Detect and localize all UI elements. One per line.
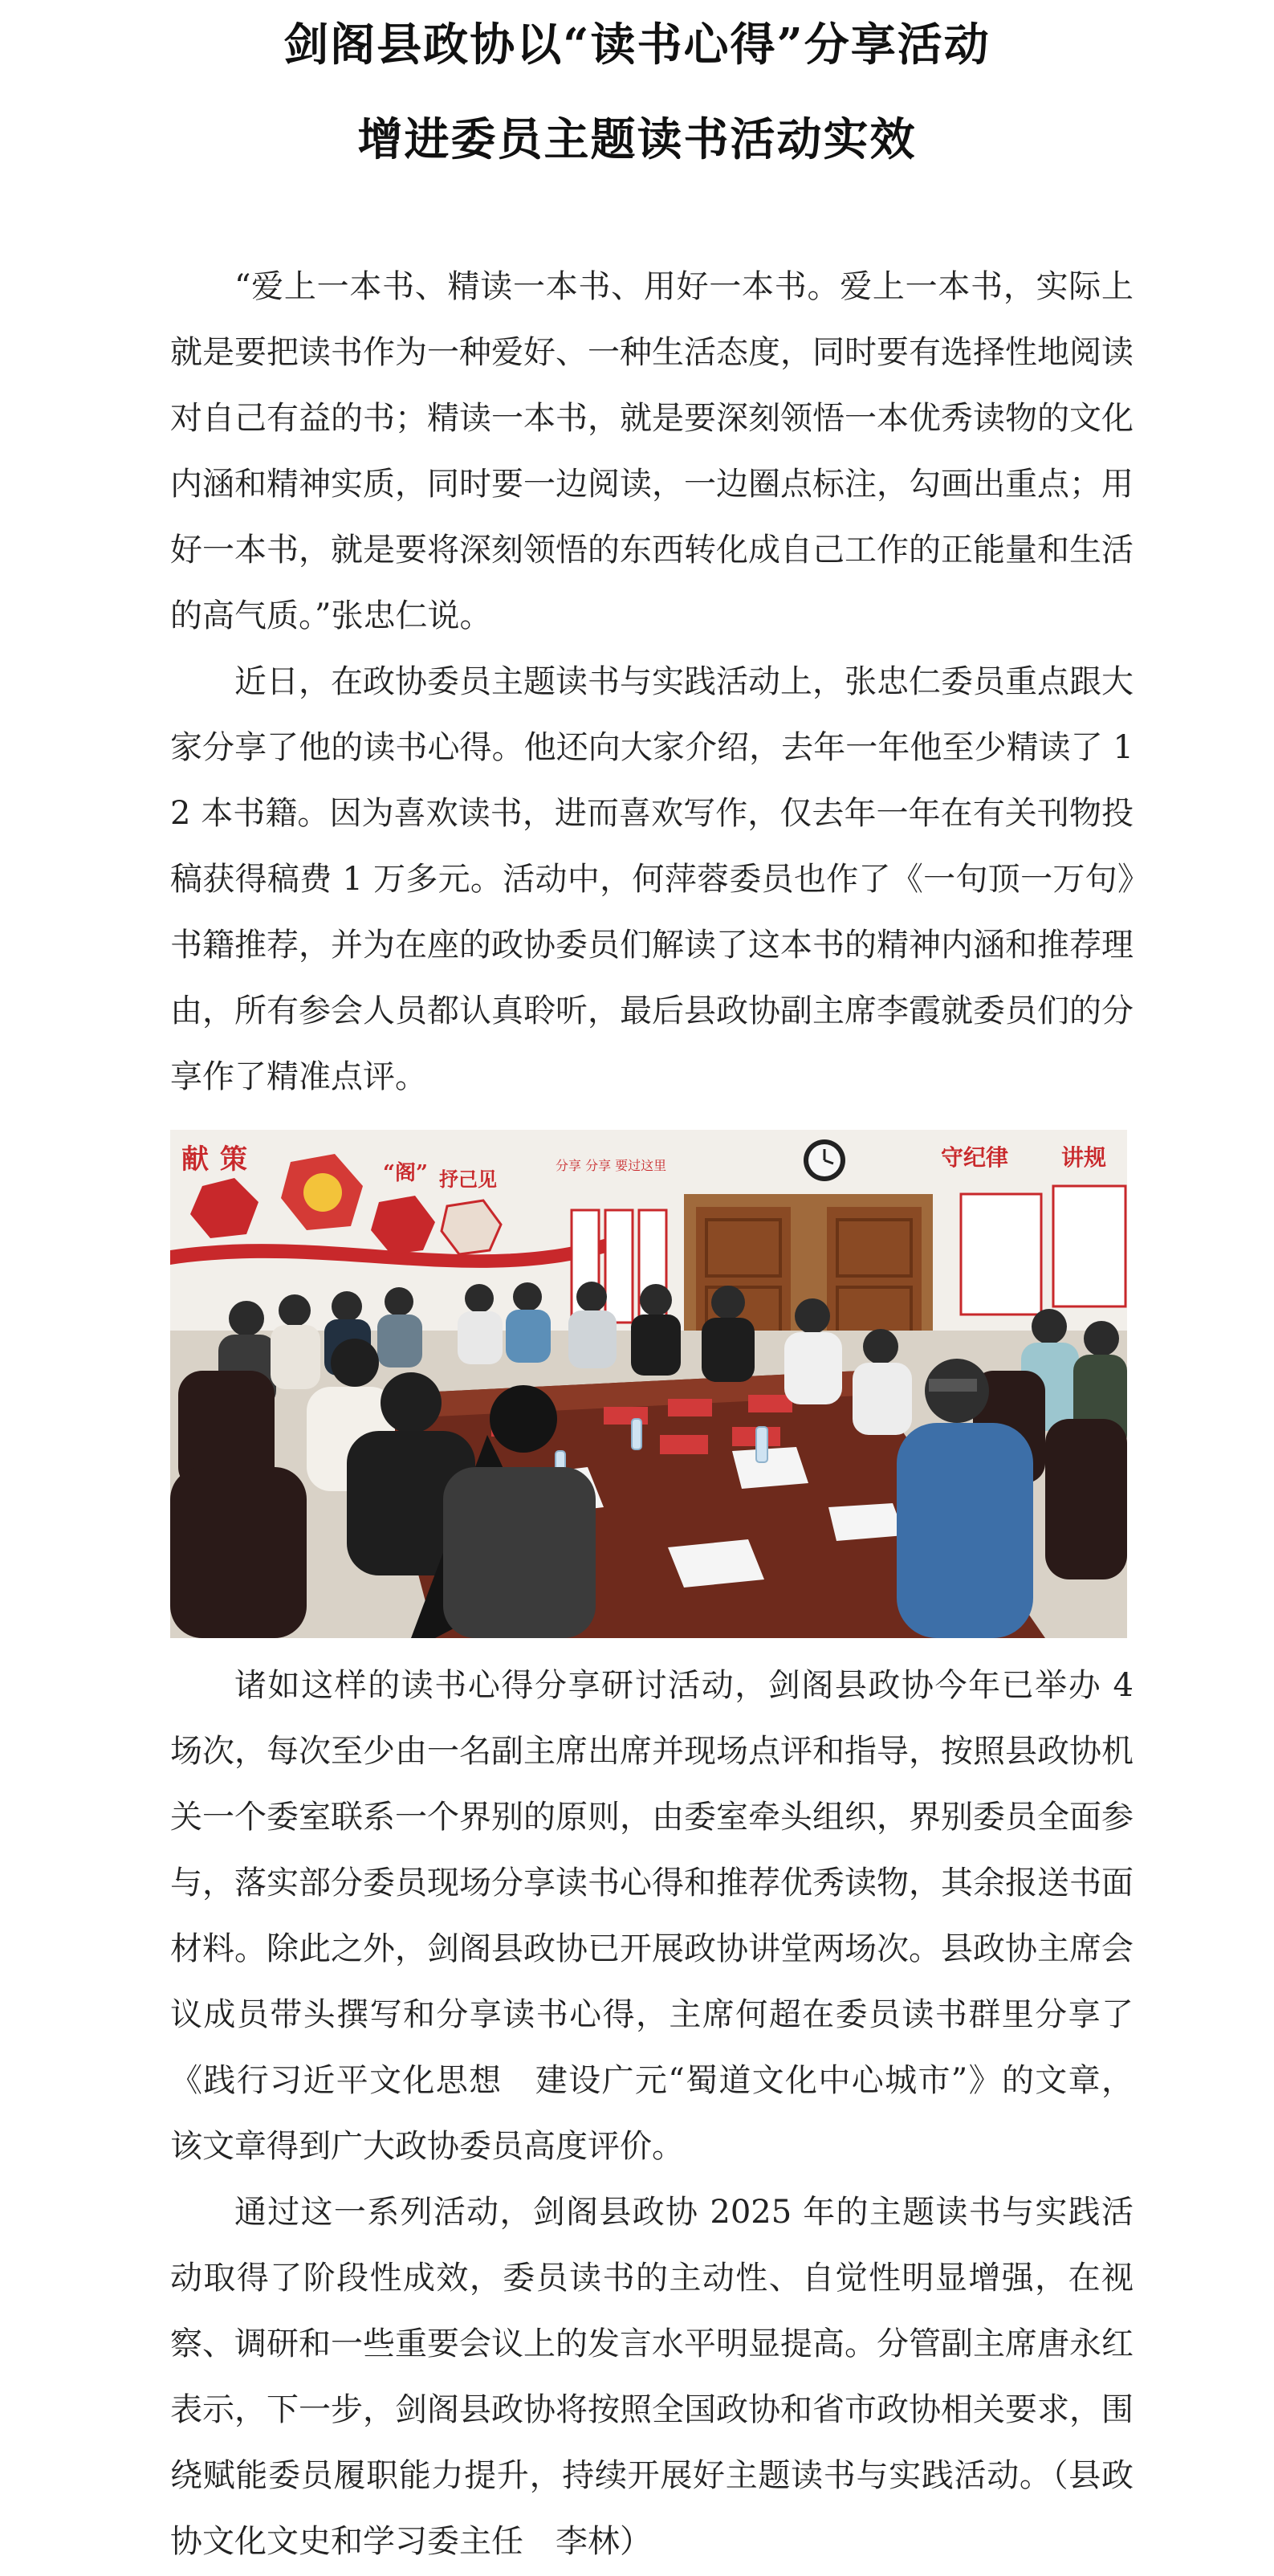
wall-slogan-1: 献 (181, 1143, 209, 1176)
article-title-line2: 增进委员主题读书活动实效 (357, 113, 917, 166)
article-body-bottom (170, 1653, 1134, 2574)
paragraph-2: 近日，在政协委员主题读书与实践活动上，张忠仁委员重点跟大家分享了他的读书心得。他还向大家介绍，去年一年他至少精读了 12 本书籍。因为喜欢读书，进而喜欢写作，仅去年一年在有关刊物投稿获得稿费 1 万多元。活动中，何萍蓉委员也作了《一句顶一万句》书籍推荐，并为在座的政协委员们解读了这本书的精神内涵和推荐理由，所有参会人员都认真聆听，最后县政协副主席李霞就委员们的分享作了精准点评。 (170, 663, 1134, 1095)
article-body-top (170, 254, 1134, 1110)
paragraph-4: 通过这一系列活动，剑阁县政协 2025 年的主题读书与实践活动取得了阶段性成效，委员读书的主动性、自觉性明显增强，在视察、调研和一些重要会议上的发言水平明显提高。分管副主席唐永红表示，下一步，剑阁县政协将按照全国政协和省市政协相关要求，围绕赋能委员履职能力提升，持续开展好主题读书与实践活动。（县政协文化文史和学习委主任 李林） (170, 2194, 1134, 2560)
paragraph-1: “爱上一本书、精读一本书、用好一本书。爱上一本书，实际上就是要把读书作为一种爱好、一种生活态度，同时要有选择性地阅读对自己有益的书；精读一本书，就是要深刻领悟一本优秀读物的文化内涵和精神实质，同时要一边阅读，一边圈点标注，勾画出重点；用好一本书，就是要将深刻领悟的东西转化成自己工作的正能量和生活的高气质。”张忠仁说。 (170, 268, 1134, 634)
wall-slogan-5: 守纪律 (941, 1144, 1009, 1171)
wall-slogan-4: 抒己见 (439, 1168, 497, 1191)
article-title-line1: 剑阁县政协以“读书心得”分享活动 (283, 18, 991, 71)
wall-slogan-6: 讲规 (1061, 1144, 1107, 1171)
wall-slogan-3: “阁” (383, 1161, 428, 1185)
wall-sign: 分享 分享 要过这里 (556, 1158, 667, 1173)
wall-slogan-2: 策 (220, 1143, 247, 1176)
paragraph-3: 诸如这样的读书心得分享研讨活动，剑阁县政协今年已举办 4 场次，每次至少由一名副主席出席并现场点评和指导，按照县政协机关一个委室联系一个界别的原则，由委室牵头组织，界别委员全面参与，落实部分委员现场分享读书心得和推荐优秀读物，其余报送书面材料。除此之外，剑阁县政协已开展政协讲堂两场次。县政协主席会议成员带头撰写和分享读书心得，主席何超在委员读书群里分享了《践行习近平文化思想 建设广元“蜀道文化中心城市”》的文章，该文章得到广大政协委员高度评价。 (170, 1667, 1134, 2165)
meeting-photo (170, 1130, 1127, 1638)
